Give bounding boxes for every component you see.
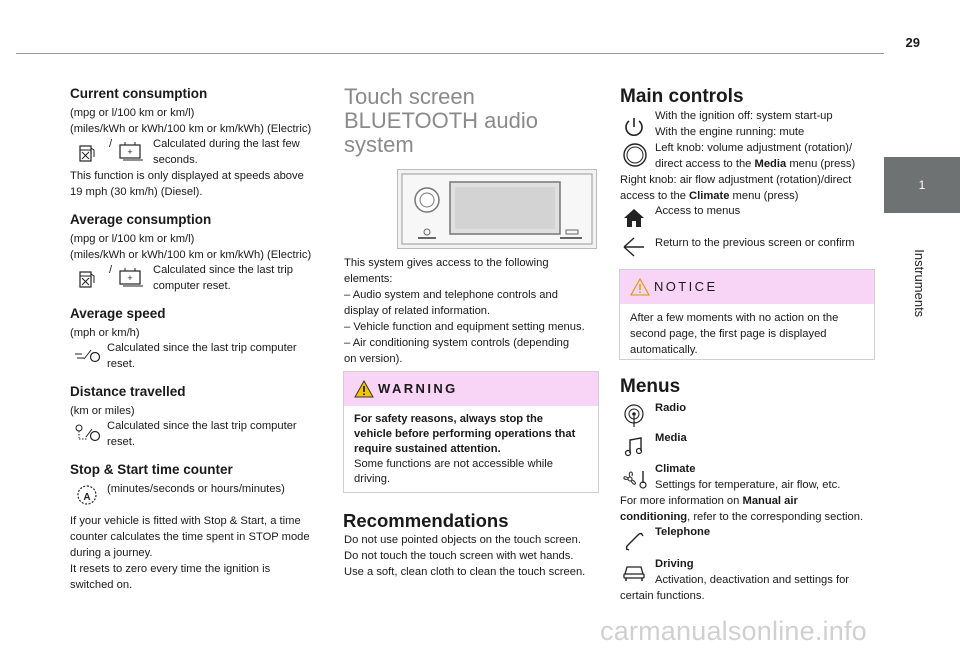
main-line-6-c: menu (press) [729,190,799,202]
average-units-2: (miles/kWh or kWh/100 km or km/kWh) (Electric) [70,249,312,261]
main-line-4 [655,157,855,173]
menu-climate[interactable]: Climate [655,463,696,475]
speed-desc-2: reset. [107,358,135,370]
notice-text-1: After a few moments with no action on the [630,312,839,324]
current-note-1: This function is only displayed at speeds above [70,170,304,182]
chapter-tab[interactable]: 1 [884,157,960,213]
menu-radio[interactable]: Radio [655,402,687,414]
warning-text-1: Some functions are not accessible while [354,458,553,470]
main-line-1: With the ignition off: system start-up [655,110,833,122]
svg-text:+: + [127,147,133,157]
intro-1: This system gives access to the following [344,257,549,269]
menus-title: Menus [620,376,681,397]
reco-line-3: Use a soft, clean cloth to clean the touch screen. [344,566,586,578]
warning-bold-1: For safety reasons, always stop the [354,413,544,425]
current-desc-2: seconds. [153,154,198,166]
distance-desc-1: Calculated since the last trip computer [107,420,297,432]
warning-icon [354,380,378,398]
reco-line-2: Do not touch the touch screen with wet hands. [344,550,574,562]
stop-start-desc: (minutes/seconds or hours/minutes) [107,483,285,495]
stop-start-p5: switched on. [70,579,133,591]
warning-box [343,371,599,493]
notice-icon [630,278,654,296]
current-desc-1: Calculated during the last few [153,138,300,150]
notice-body [620,304,874,366]
warning-label: WARNING [378,380,458,396]
speed-icon [74,346,102,364]
warning-body [344,406,598,495]
battery-icon [117,139,145,163]
radio-icon [622,403,646,429]
car-driving-icon [622,562,646,582]
intro-5: – Vehicle function and equipment setting menus. [344,321,585,333]
notice-text-2: second page, the first page is displayed [630,328,827,340]
climate-more-1-b: Manual air [742,495,798,507]
back-desc: Return to the previous screen or confirm [655,237,855,249]
climate-more-2-a: conditioning [620,511,688,523]
power-icon [623,116,645,138]
average-units-1: (mpg or l/100 km or km/l) [70,233,195,245]
back-arrow-icon [622,236,646,258]
slash-2: / [109,264,113,276]
average-speed-title: Average speed [70,306,166,321]
slash-1: / [109,138,113,150]
stop-start-p2: counter calculates the time spent in STOP mode [70,531,310,543]
stop-start-title: Stop & Start time counter [70,462,233,477]
main-controls-title: Main controls [620,86,744,107]
current-note-2: 19 mph (30 km/h) (Diesel). [70,186,203,198]
distance-desc-2: reset. [107,436,135,448]
driving-desc-2: certain functions. [620,590,705,602]
intro-3: – Audio system and telephone controls and [344,289,558,301]
fuel-pump-icon [78,268,96,288]
current-units-2: (miles/kWh or kWh/100 km or km/kWh) (Electric) [70,123,312,135]
main-line-4-media: Media [754,158,787,170]
chapter-label [895,249,928,318]
home-icon [622,207,646,229]
average-desc-2: computer reset. [153,280,231,292]
touchscreen-title-3: system [344,132,414,157]
music-note-icon [623,436,645,458]
notice-label: NOTICE [654,278,718,294]
home-desc: Access to menus [655,205,741,217]
stop-start-p3: during a journey. [70,547,153,559]
battery-icon [117,265,145,289]
distance-icon [74,422,102,444]
warning-text-2: driving. [354,473,391,485]
speed-units: (mph or km/h) [70,327,140,339]
chapter-label-text: Instruments [912,249,928,318]
climate-more-1-a: For more information on [620,495,743,507]
main-line-5: Right knob: air flow adjustment (rotation)/direct [620,174,852,186]
speed-desc-1: Calculated since the last trip computer [107,342,297,354]
stop-start-p1: If your vehicle is fitted with Stop & Start, a time [70,515,301,527]
climate-fan-icon [621,467,649,491]
warning-bold-3: require sustained attention. [354,443,501,455]
main-line-3: Left knob: volume adjustment (rotation)/ [655,142,853,154]
touchscreen-title-1: Touch screen [344,84,475,109]
header-divider [16,53,884,54]
average-desc-1: Calculated since the last trip [153,264,293,276]
telephone-icon [623,530,645,552]
intro-4: display of related information. [344,305,491,317]
intro-2: elements: [344,273,393,285]
watermark: carmanualsonline.info [600,616,867,646]
menu-driving[interactable]: Driving [655,558,694,570]
climate-more-2 [620,510,863,526]
climate-more-1 [620,494,798,510]
menu-media[interactable]: Media [655,432,687,444]
notice-text-3: automatically. [630,344,698,356]
climate-desc: Settings for temperature, air flow, etc. [655,479,841,491]
notice-box [619,269,875,360]
page-number: 29 [905,35,920,50]
notice-header [620,270,874,304]
intro-7: on version). [344,353,403,365]
touchscreen-illustration [397,169,597,249]
distance-title: Distance travelled [70,384,186,399]
driving-desc-1: Activation, deactivation and settings for [655,574,850,586]
main-line-4-a: direct access to the [655,158,755,170]
main-line-4-c: menu (press) [786,158,856,170]
fuel-pump-icon [78,142,96,162]
average-consumption-title: Average consumption [70,212,212,227]
main-line-2: With the engine running: mute [655,126,805,138]
main-line-6-climate: Climate [689,190,730,202]
current-units-1: (mpg or l/100 km or km/l) [70,107,195,119]
distance-units: (km or miles) [70,405,135,417]
knob-icon [622,142,648,168]
stop-start-icon [76,484,98,508]
warning-bold-2: vehicle before performing operations that [354,428,576,440]
recommendations-title: Recommendations [343,510,509,531]
intro-6: – Air conditioning system controls (depending [344,337,570,349]
stop-start-p4: It resets to zero every time the ignition is [70,563,271,575]
menu-telephone[interactable]: Telephone [655,526,711,538]
main-line-6-a: access to the [620,190,690,202]
svg-text:A: A [83,492,91,503]
climate-more-2-b: , refer to the corresponding section. [687,511,864,523]
reco-line-1: Do not use pointed objects on the touch screen. [344,534,581,546]
main-line-6 [620,189,798,205]
touchscreen-title-2: BLUETOOTH audio [344,108,539,133]
warning-header [344,372,598,406]
svg-text:+: + [127,273,133,283]
current-consumption-title: Current consumption [70,86,208,101]
